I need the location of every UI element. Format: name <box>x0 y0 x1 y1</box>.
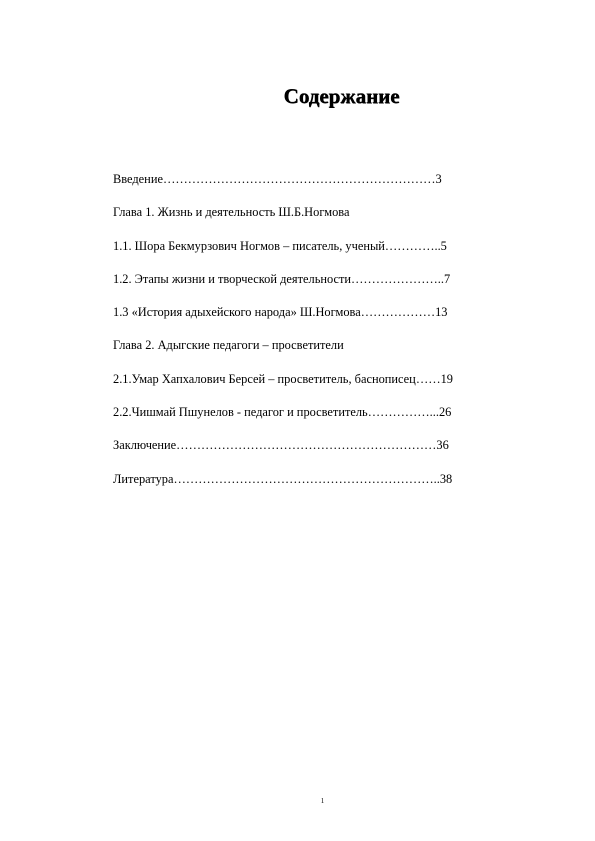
toc-entry-chapter-1: Глава 1. Жизнь и деятельность Ш.Б.Ногмова <box>113 205 350 220</box>
toc-entry-chapter-2: Глава 2. Адыгские педагоги – просветители <box>113 338 344 353</box>
toc-entry-section-1-3: 1.3 «История адыхейского народа» Ш.Ногмова………………13 <box>113 305 448 320</box>
toc-entry-section-2-2: 2.2.Чишмай Пшунелов - педагог и просветитель……………...26 <box>113 405 452 420</box>
page-title: Содержание <box>283 84 400 108</box>
toc-entry-literature: Литература………………………………………………………..38 <box>113 471 453 486</box>
toc-entry-section-2-1: 2.1.Умар Хапхалович Берсей – просветитель, баснописец……19 <box>113 371 453 386</box>
toc-entry-conclusion: Заключение………………………………………………………36 <box>113 438 449 453</box>
toc-entry-section-1-1: 1.1. Шора Бекмурзович Ногмов – писатель, ученый…………..5 <box>113 238 447 253</box>
toc-entry-introduction: Введение…………………………………………………………3 <box>113 172 442 186</box>
page-number: 1 <box>320 797 325 805</box>
toc-entry-section-1-2: 1.2. Этапы жизни и творческой деятельности…………………..7 <box>113 271 451 286</box>
table-of-contents <box>113 172 503 505</box>
